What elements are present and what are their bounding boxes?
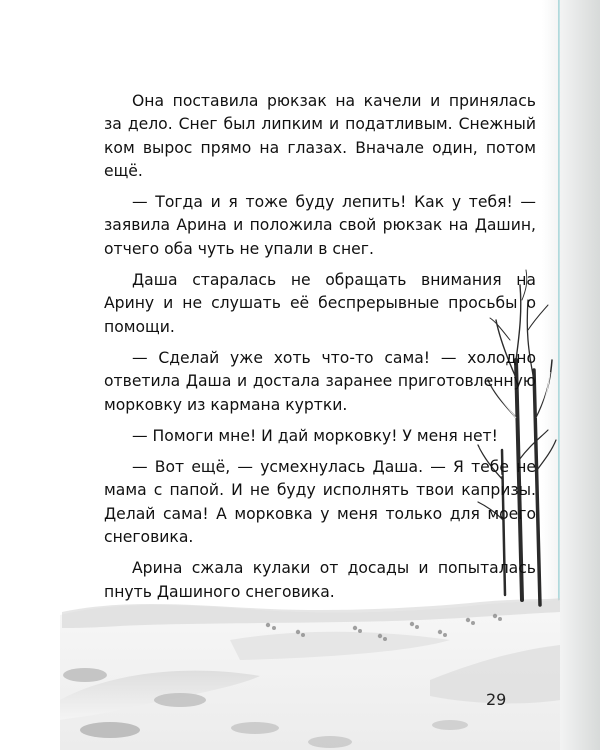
paragraph: — Тогда и я тоже буду лепить! Как у тебя! — заявила Арина и положила свой рюкзак на Дашин, отчего оба чуть не упали в снег. bbox=[104, 193, 536, 258]
footprint bbox=[80, 722, 140, 738]
footprint bbox=[154, 693, 206, 707]
paragraph: — Вот ещё, — усмехнулась Даша. — Я тебе не мама с папой. И не буду исполнять твои капризы. Делай сама! А морковка у меня только для моего снеговика. bbox=[104, 458, 536, 547]
paragraph: — Помоги мне! И дай морковку! У меня нет! bbox=[132, 426, 498, 445]
paragraph: Она поставила рюкзак на качели и принялась за дело. Снег был липким и податливым. Снежный ком вырос прямо на глазах. Вначале один, потом ещё. bbox=[104, 92, 536, 180]
page-number: 29 bbox=[486, 690, 507, 709]
paragraph: — Сделай уже хоть что-то сама! — холодно ответила Даша и достала заранее приготовленную морковку из кармана куртки. bbox=[104, 348, 536, 414]
footprint bbox=[63, 668, 107, 682]
story-text bbox=[104, 90, 536, 604]
footprint bbox=[308, 736, 352, 748]
paragraph: Даша старалась не обращать внимания на Арину и не слушать её беспрерывные просьбы о помощи. bbox=[104, 271, 536, 336]
paragraph: Арина сжала кулаки от досады и попыталась пнуть Дашиного снеговика. bbox=[104, 559, 536, 601]
footprint bbox=[231, 722, 279, 734]
footprint bbox=[432, 720, 468, 730]
